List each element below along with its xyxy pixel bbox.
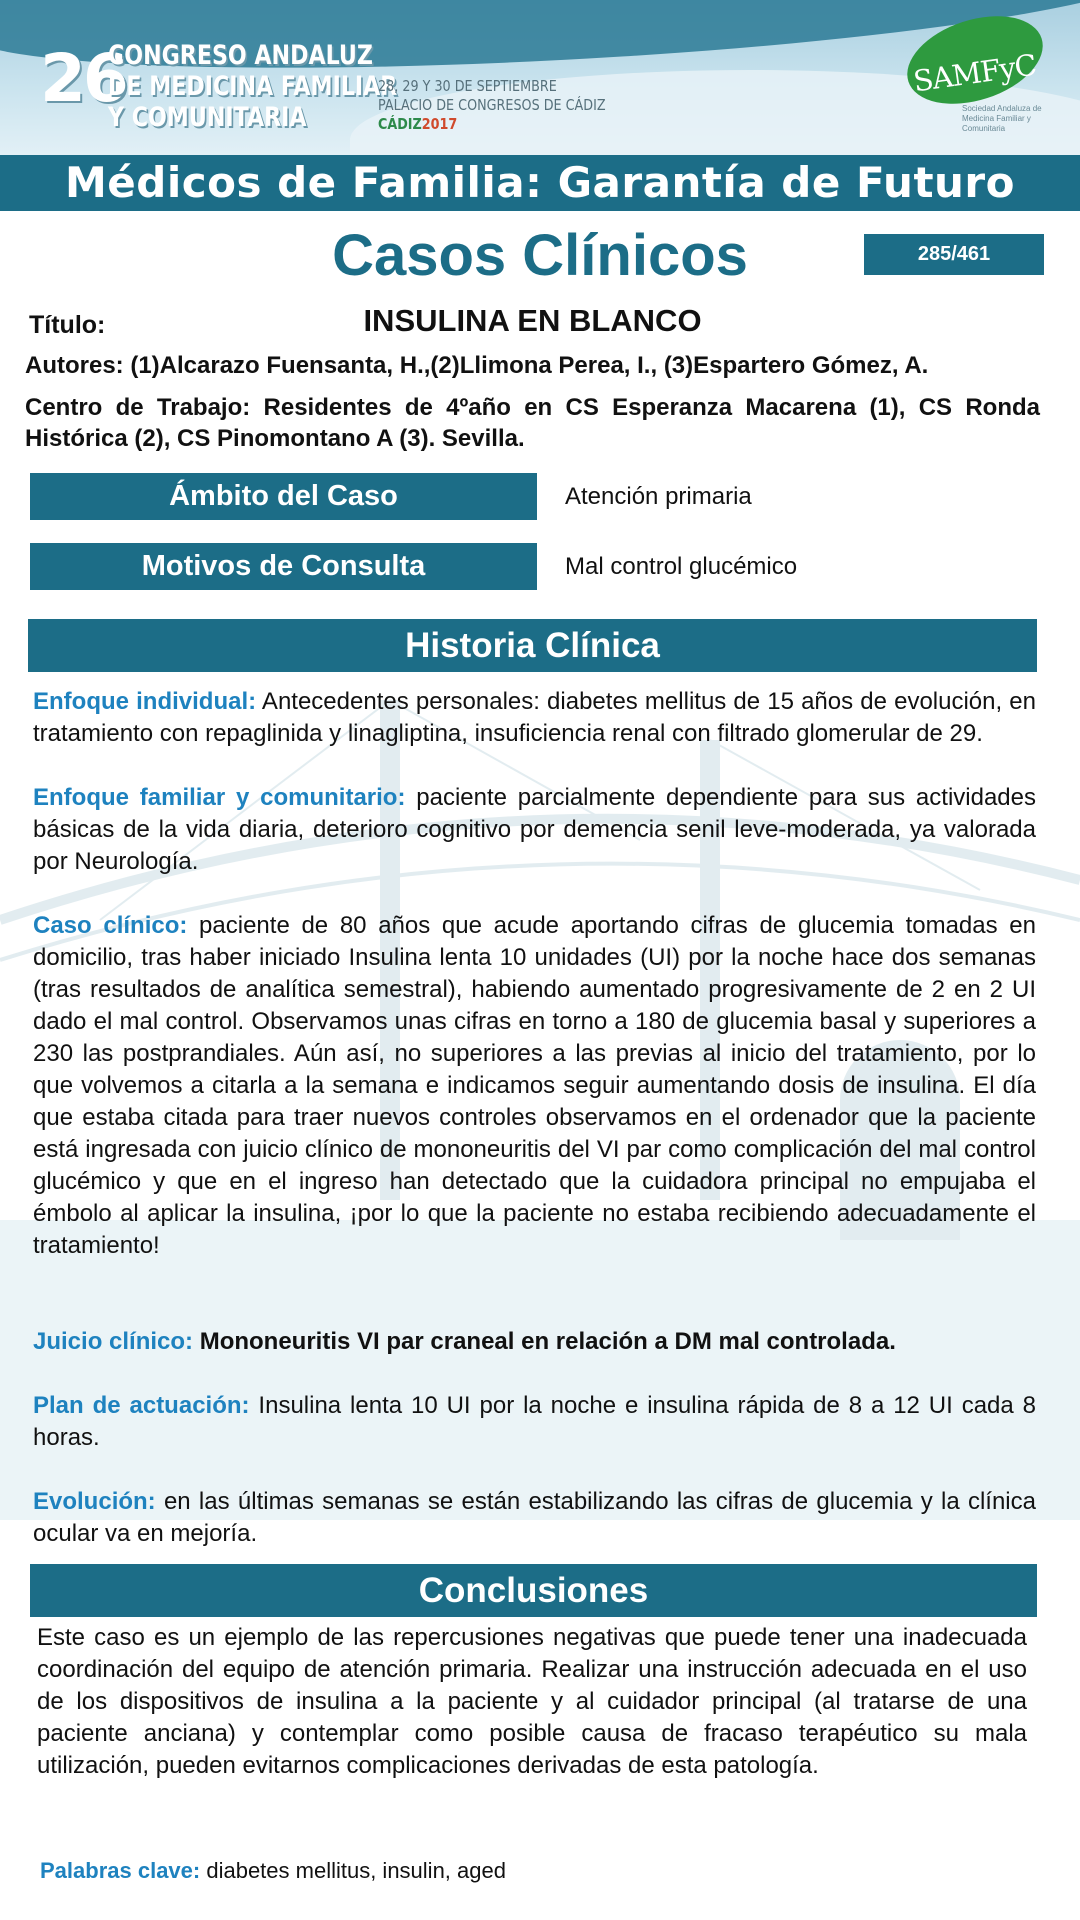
individual-text: Antecedentes personales: diabetes mellitus de 15 años de evolución, en tratamiento con repaglinida y linagliptina, insuficiencia renal con filtrado glomerular de 29. [33, 688, 1036, 747]
keywords-label: Palabras clave: [40, 1858, 201, 1883]
conclusions-heading: Conclusiones [30, 1564, 1037, 1617]
congress-name-line: Y COMUNITARIA [108, 102, 307, 133]
congress-number: 26 [40, 40, 126, 117]
keywords-text: diabetes mellitus, insulin, aged [200, 1858, 506, 1883]
history-family [33, 782, 1036, 878]
history-judgement [33, 1326, 1036, 1358]
judgement-label: Juicio clínico: [33, 1328, 194, 1355]
scope-label-box: Ámbito del Caso [30, 473, 537, 520]
evolution-label: Evolución: [33, 1488, 156, 1515]
scope-value: Atención primaria [565, 483, 752, 510]
history-individual [33, 686, 1036, 750]
case-text: paciente de 80 años que acude aportando cifras de glucemia tomadas en domicilio, tras haber iniciado Insulina lenta 10 unidades (UI) por la noche hace dos semanas (tras resultados de analítica semestral), habiendo aumentado progresivamente de 2 en 2 UI dado el mal control. Observamos unas cifras en torno a 180 de glucemia basal y superiores a 230 las postprandiales. Aún así, no superiores a las previas al inicio del tratamiento, por lo que volvemos a citarla a la semana e indicamos seguir aumentando dosis de insulina. El día que estaba citada para traer nuevos controles observamos en el ordenador que la paciente está ingresada con juicio clínico de mononeuritis del VI par como complicación del mal control glucémico y que en el ingreso han detectado que la cuidadora principal no empujaba el émbolo al aplicar la insulina, ¡por lo que la paciente no estaba recibiendo adecuadamente el tratamiento! [33, 912, 1036, 1259]
congress-city-year [378, 115, 606, 134]
keywords [40, 1858, 506, 1884]
evolution-text: en las últimas semanas se están estabilizando las cifras de glucemia y la clínica ocular va en mejoría. [33, 1488, 1036, 1547]
congress-info [378, 77, 646, 134]
conclusions-text: Este caso es un ejemplo de las repercusiones negativas que puede tener una inadecuada coordinación del equipo de atención primaria. Realizar una instrucción adecuada en el uso de los dispositivos de insulina a la paciente y al cuidador principal (al tratarse de una paciente anciana) y contemplar como posible causa de fracaso terapéutico su mala utilización, pueden evitarnos complicaciones derivadas de esta patología. [37, 1624, 1027, 1779]
poster-heading: Casos Clínicos [332, 223, 748, 288]
history-plan [33, 1390, 1036, 1454]
history-case [33, 910, 1036, 1262]
case-title: INSULINA EN BLANCO [363, 303, 702, 338]
case-label: Caso clínico: [33, 912, 188, 939]
header-banner [0, 0, 1080, 155]
congress-city: CÁDIZ [378, 115, 422, 133]
case-number-badge: 285/461 [864, 234, 1044, 275]
logo-subtitle: Sociedad Andaluza de Medicina Familiar y Comunitaria [962, 104, 1042, 133]
slogan-bar: Médicos de Familia: Garantía de Futuro [0, 155, 1080, 211]
title-label: Título: [29, 311, 106, 339]
congress-name-line: DE MEDICINA FAMILIAR [108, 71, 398, 102]
work-center: Centro de Trabajo: Residentes de 4ºaño en CS Esperanza Macarena (1), CS Ronda Histórica (2), CS Pinomontano A (3). Sevilla. [25, 394, 1040, 452]
family-label: Enfoque familiar y comunitario: [33, 784, 406, 811]
congress-name-line: CONGRESO ANDALUZ [108, 40, 373, 71]
authors: Autores: (1)Alcarazo Fuensanta, H.,(2)Llimona Perea, I., (3)Espartero Gómez, A. [25, 352, 929, 379]
congress-dates: 28, 29 Y 30 DE SEPTIEMBRE [378, 77, 557, 95]
samfyc-logo [905, 20, 1045, 100]
congress-venue: PALACIO DE CONGRESOS DE CÁDIZ [378, 96, 606, 114]
plan-text: Insulina lenta 10 UI por la noche e insulina rápida de 8 a 12 UI cada 8 horas. [33, 1392, 1037, 1451]
family-text: paciente parcialmente dependiente para sus actividades básicas de la vida diaria, deterioro cognitivo por demencia senil leve-moderada, ya valorada por Neurología. [33, 784, 1036, 875]
consultation-reason-label-box: Motivos de Consulta [30, 543, 537, 590]
individual-label: Enfoque individual: [33, 688, 257, 715]
history-evolution [33, 1486, 1036, 1550]
logo-text: SAMFyC [911, 47, 1038, 99]
judgement-text: Mononeuritis VI par craneal en relación a DM mal controlada. [193, 1328, 896, 1355]
congress-year: 2017 [421, 115, 458, 133]
consultation-reason-value: Mal control glucémico [565, 553, 798, 580]
history-heading: Historia Clínica [28, 619, 1037, 672]
plan-label: Plan de actuación: [33, 1392, 250, 1419]
